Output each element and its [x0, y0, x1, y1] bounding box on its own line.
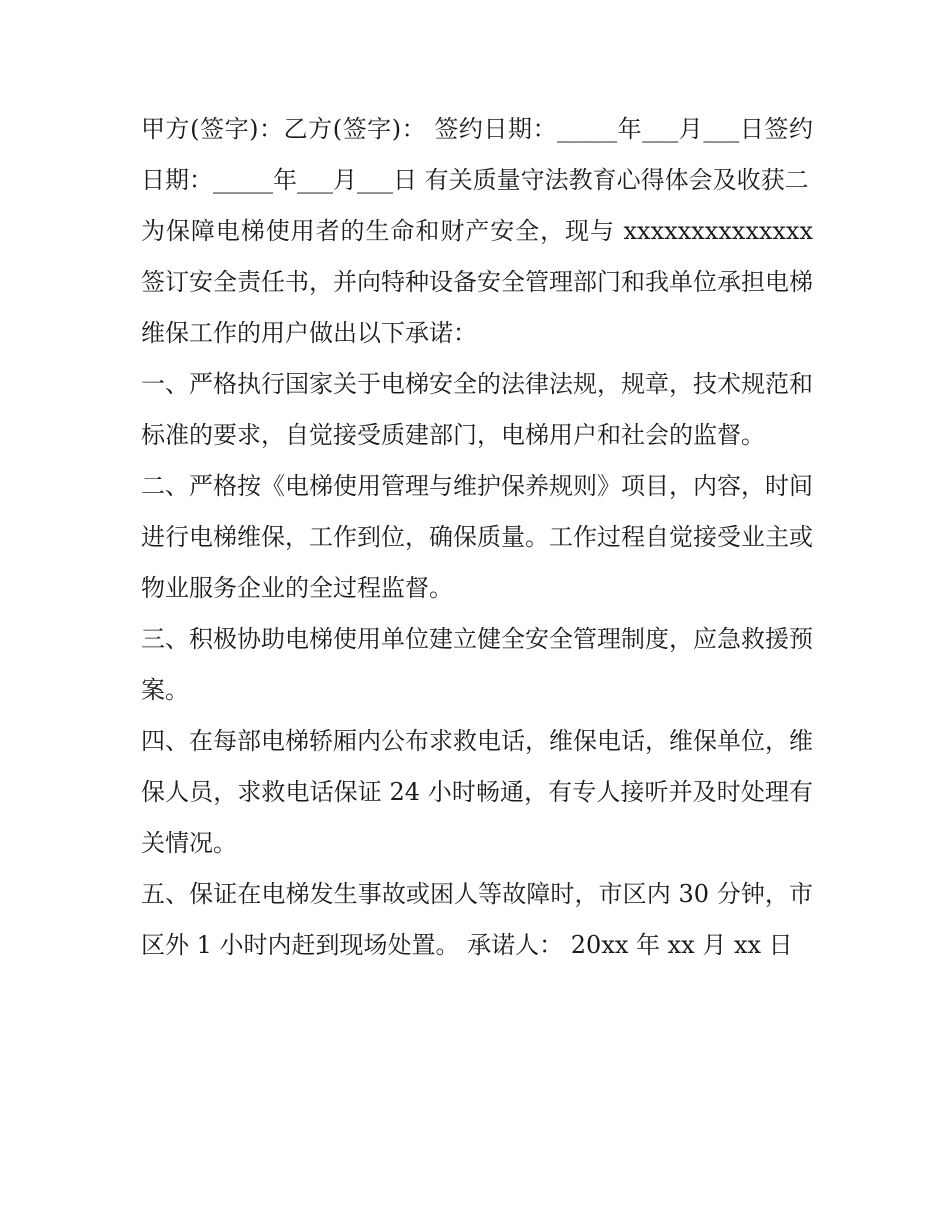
document-body — [141, 104, 813, 971]
paragraph-intro: 为保障电梯使用者的生命和财产安全，现与 xxxxxxxxxxxxxx 签订安全责任书，并向特种设备安全管理部门和我单位承担电梯维保工作的用户做出以下承诺： — [141, 217, 813, 347]
paragraph-item-1: 一、严格执行国家关于电梯安全的法律法规，规章，技术规范和标准的要求，自觉接受质建部门，电梯用户和社会的监督。 — [141, 370, 813, 449]
paragraph-item-5: 五、保证在电梯发生事故或困人等故障时，市区内 30 分钟，市区外 1 小时内赶到现场处置。 承诺人： 20xx 年 xx 月 xx 日 — [141, 880, 813, 959]
paragraph-signature-dates: 甲方(签字)：乙方(签字)： 签约日期：_____年___月___日签约日期：_____年___月___日 有关质量守法教育心得体会及收获二 — [141, 115, 813, 194]
paragraph-item-3: 三、积极协助电梯使用单位建立健全安全管理制度，应急救援预案。 — [141, 625, 813, 704]
paragraph-item-2: 二、严格按《电梯使用管理与维护保养规则》项目，内容，时间进行电梯维保，工作到位，确保质量。工作过程自觉接受业主或物业服务企业的全过程监督。 — [141, 472, 813, 602]
paragraph-item-4: 四、在每部电梯轿厢内公布求救电话，维保电话，维保单位，维保人员，求救电话保证 24 小时畅通，有专人接听并及时处理有关情况。 — [141, 727, 813, 857]
